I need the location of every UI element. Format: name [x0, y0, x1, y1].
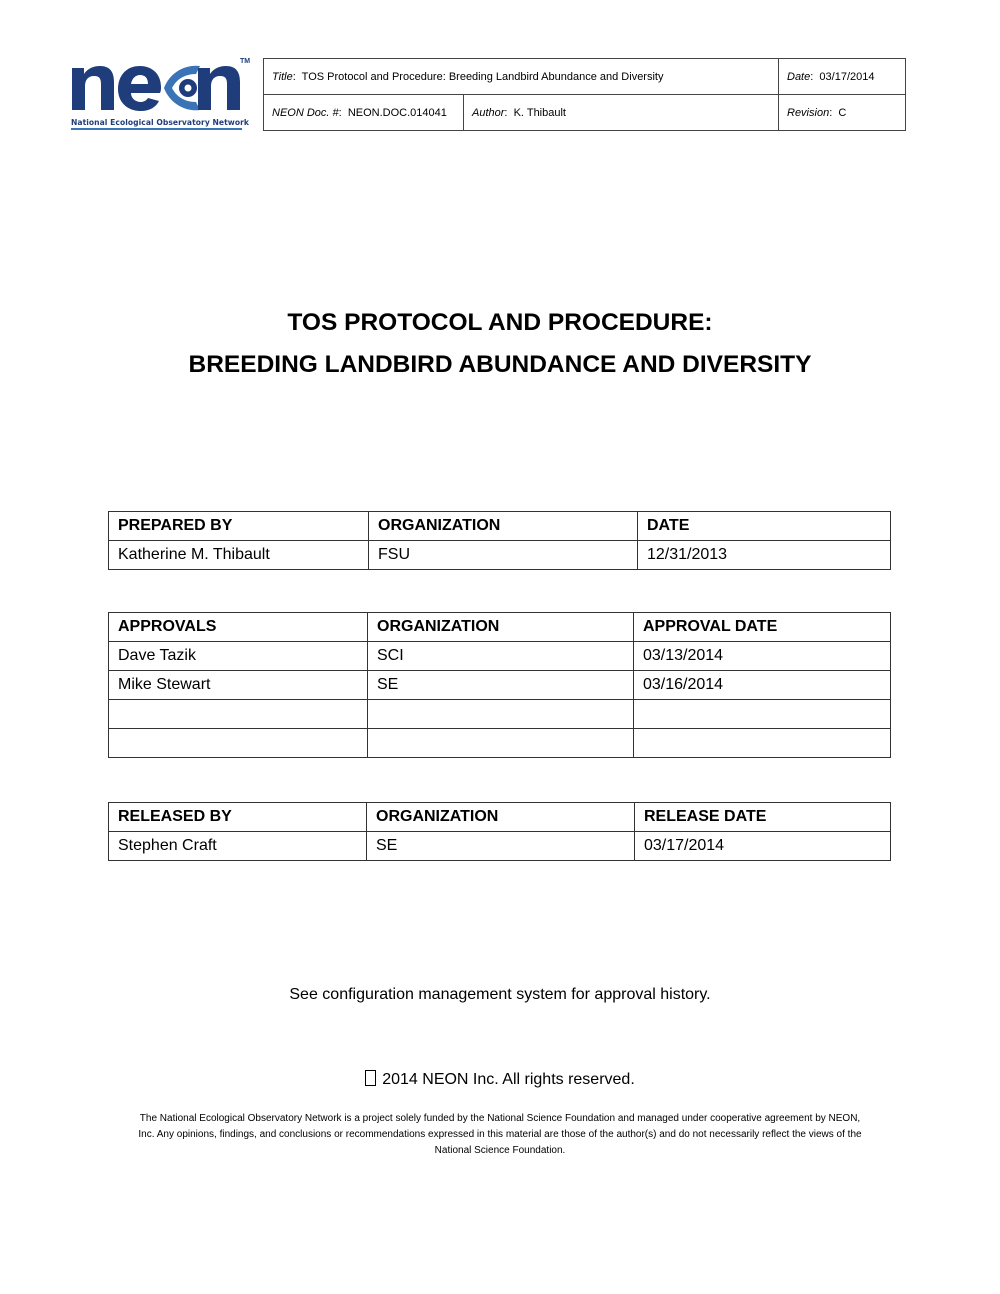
- title-label: Title: [272, 70, 293, 83]
- copyright-line: [0, 1070, 1000, 1089]
- document-title-line-2: BREEDING LANDBIRD ABUNDANCE AND DIVERSITY: [188, 351, 812, 378]
- release-date: 03/17/2014: [635, 832, 891, 861]
- document-title-line-1: TOS PROTOCOL AND PROCEDURE:: [287, 309, 713, 336]
- approval-date: [634, 700, 891, 729]
- column-header: APPROVALS: [109, 613, 368, 642]
- column-header: APPROVAL DATE: [634, 613, 891, 642]
- approver-name: Dave Tazik: [109, 642, 368, 671]
- doc-number-value: NEON.DOC.014041: [347, 106, 447, 119]
- title-value: TOS Protocol and Procedure: Breeding Landbird Abundance and Diversity: [301, 70, 664, 83]
- table-row: [109, 642, 891, 671]
- configuration-note: See configuration management system for approval history.: [289, 986, 711, 1003]
- column-header: RELEASED BY: [109, 803, 367, 832]
- approver-organization: [368, 700, 634, 729]
- approver-name: [109, 700, 368, 729]
- approver-organization: SCI: [368, 642, 634, 671]
- document-header-table: [263, 58, 906, 131]
- column-header: PREPARED BY: [109, 512, 369, 541]
- preparer-name: Katherine M. Thibault: [109, 541, 369, 570]
- table-header-row: [109, 613, 891, 642]
- preparer-organization: FSU: [369, 541, 638, 570]
- funding-line-3: National Science Foundation.: [434, 1145, 566, 1157]
- table-row: [109, 729, 891, 758]
- released-by-table: [108, 802, 891, 861]
- approver-name: Mike Stewart: [109, 671, 368, 700]
- column-header: ORGANIZATION: [367, 803, 635, 832]
- releaser-name: Stephen Craft: [109, 832, 367, 861]
- prepared-by-table: [108, 511, 891, 570]
- author-label: Author: [472, 106, 505, 119]
- header-date-cell: Date: 03/17/2014: [779, 59, 906, 95]
- column-header: ORGANIZATION: [369, 512, 638, 541]
- logo-tagline: National Ecological Observatory Network: [71, 118, 250, 127]
- approval-date: 03/16/2014: [634, 671, 891, 700]
- approver-organization: SE: [368, 671, 634, 700]
- preparer-date: 12/31/2013: [638, 541, 891, 570]
- table-header-row: [109, 512, 891, 541]
- document-title: [0, 302, 1000, 386]
- copyright-symbol-icon: [365, 1070, 376, 1086]
- date-label: Date: [787, 70, 811, 83]
- header-revision-cell: Revision: C: [779, 95, 906, 131]
- revision-value: C: [838, 106, 847, 119]
- trademark-mark: TM: [240, 58, 251, 65]
- header-doc-cell: NEON Doc. #: NEON.DOC.014041: [264, 95, 464, 131]
- header-author-cell: Author: K. Thibault: [464, 95, 779, 131]
- neon-logo: [70, 58, 252, 132]
- approval-date: 03/13/2014: [634, 642, 891, 671]
- table-row: [109, 832, 891, 861]
- author-value: K. Thibault: [513, 106, 566, 119]
- approver-organization: [368, 729, 634, 758]
- neon-wordmark-graphic: [70, 58, 242, 116]
- table-header-row: [109, 803, 891, 832]
- funding-disclaimer: [110, 1111, 890, 1160]
- column-header: RELEASE DATE: [635, 803, 891, 832]
- approver-name: [109, 729, 368, 758]
- revision-label: Revision: [787, 106, 830, 119]
- column-header: ORGANIZATION: [368, 613, 634, 642]
- approval-date: [634, 729, 891, 758]
- funding-line-2: Inc. Any opinions, findings, and conclusions or recommendations expressed in this material are those of the author(s) and do not necessarily reflect the views of the: [138, 1129, 862, 1141]
- doc-number-label: NEON Doc. #: [272, 106, 339, 119]
- column-header: DATE: [638, 512, 891, 541]
- table-row: [109, 671, 891, 700]
- header-title-cell: Title: TOS Protocol and Procedure: Breeding Landbird Abundance and Diversity: [264, 59, 779, 95]
- funding-line-1: The National Ecological Observatory Network is a project solely funded by the National Science Foundation and managed under cooperative agreement by NEON,: [139, 1113, 861, 1124]
- table-row: [109, 700, 891, 729]
- table-row: [109, 541, 891, 570]
- copyright-text: 2014 NEON Inc. All rights reserved.: [382, 1071, 635, 1088]
- logo-underline: [71, 128, 242, 130]
- approvals-table: [108, 612, 891, 758]
- releaser-organization: SE: [367, 832, 635, 861]
- date-value: 03/17/2014: [819, 70, 875, 83]
